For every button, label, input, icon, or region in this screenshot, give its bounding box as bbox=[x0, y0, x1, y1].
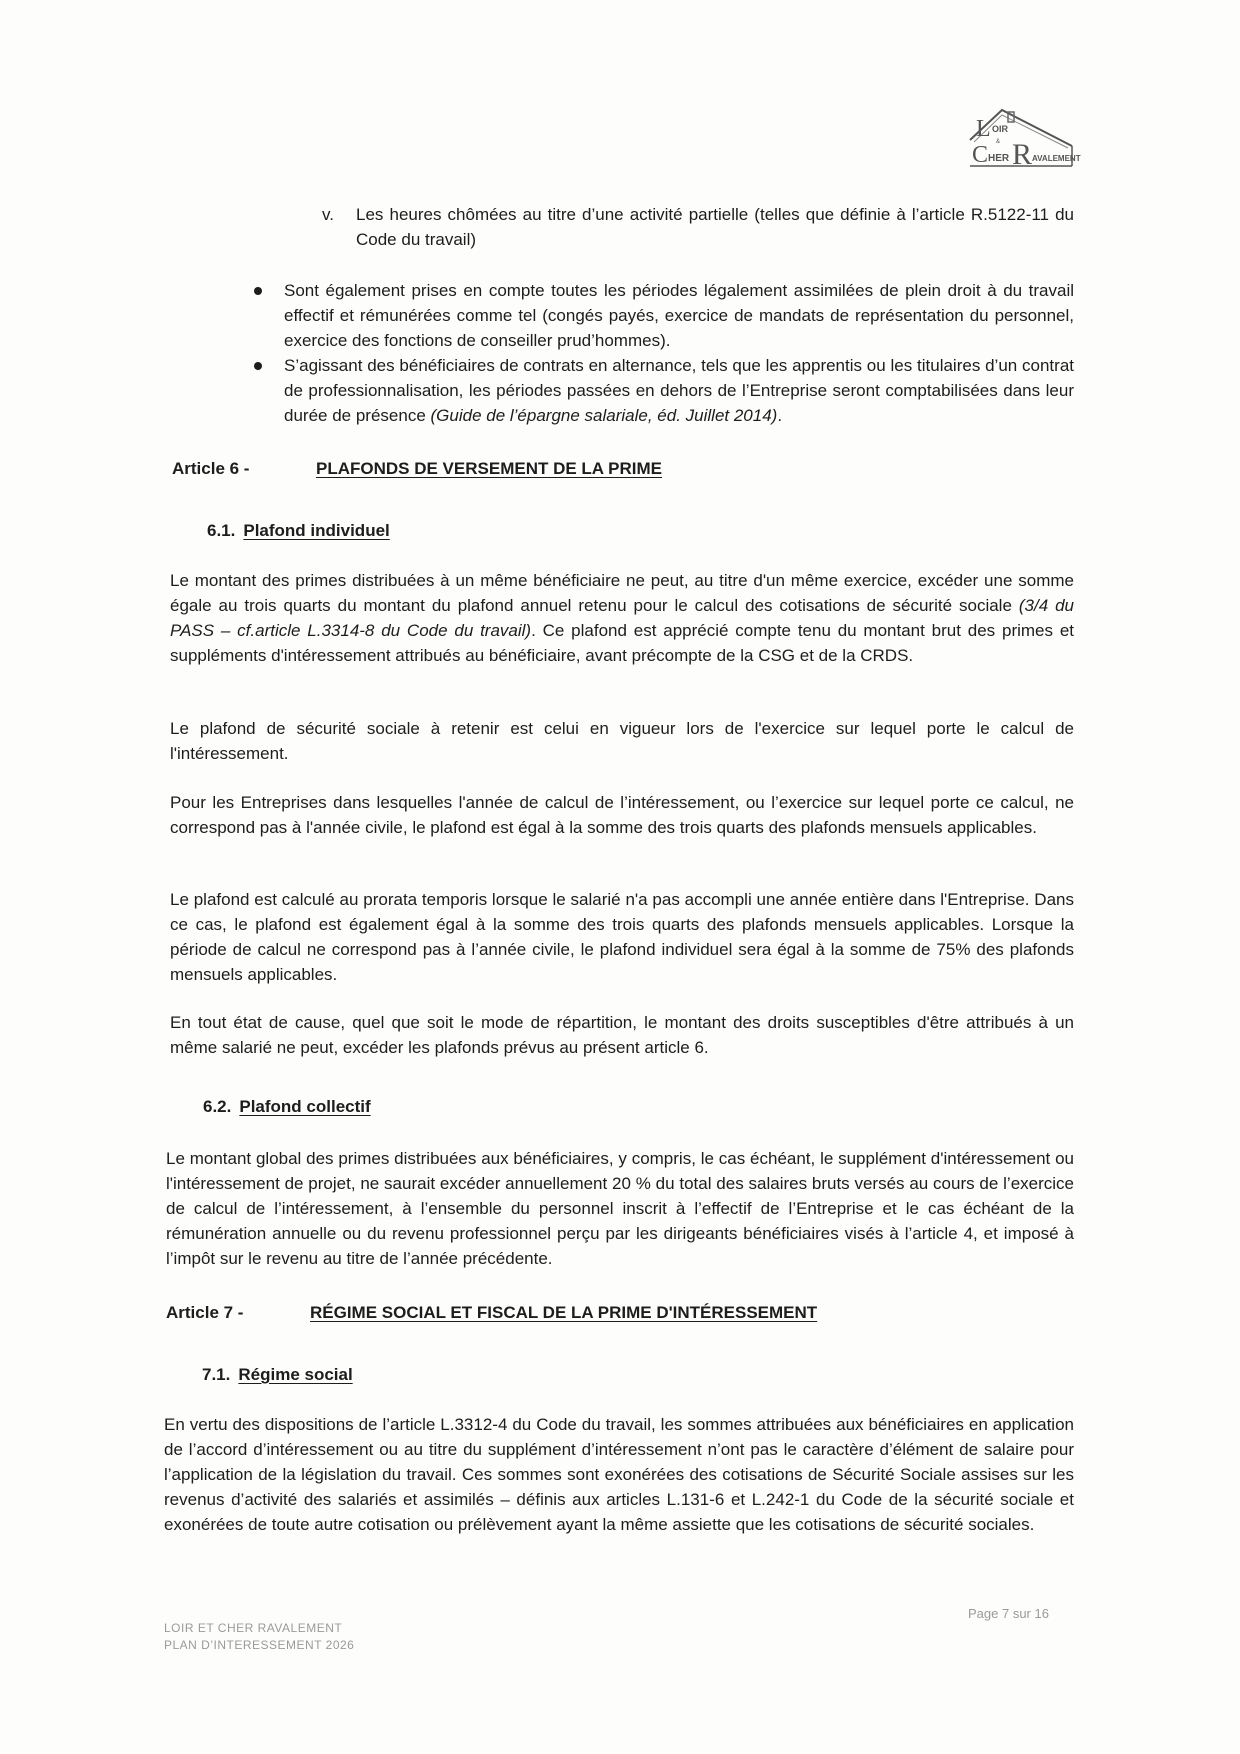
footer-company-block bbox=[164, 1620, 354, 1654]
footer-plan: PLAN D’INTERESSEMENT 2026 bbox=[164, 1638, 355, 1652]
svg-text:C: C bbox=[972, 142, 989, 168]
paragraph: Pour les Entreprises dans lesquelles l'année de calcul de l’intéressement, ou l’exercice sur lequel porte ce calcul, ne correspond pas à l'année civile, le plafond est égal à la somme des trois quarts des plafonds mensuels applicables. bbox=[170, 793, 1074, 837]
bullet-item: S’agissant des bénéficiaires de contrats en alternance, tels que les apprentis ou les titulaires d’un contrat de professionnalisation, les périodes passées en dehors de l’Entreprise seront comptabilisées dans leur durée de présence (Guide de l’épargne salariale, éd. Juillet 2014). bbox=[248, 353, 1074, 428]
bullet-icon bbox=[254, 287, 262, 295]
section-number: 7.1. bbox=[202, 1365, 231, 1384]
bullet-item: Sont également prises en compte toutes les périodes légalement assimilées de plein droit à du travail effectif et rémunérées comme tel (congés payés, exercice de mandats de représentation du personnel, exercice des fonctions de conseiller prud’hommes). bbox=[248, 278, 1074, 353]
bullet-icon bbox=[254, 362, 262, 370]
svg-text:OIR: OIR bbox=[992, 124, 1009, 134]
svg-text:&: & bbox=[996, 139, 1001, 145]
article-title: RÉGIME SOCIAL ET FISCAL DE LA PRIME D'INTÉRESSEMENT bbox=[310, 1303, 818, 1322]
bullet-list bbox=[248, 278, 1074, 428]
paragraph: En tout état de cause, quel que soit le mode de répartition, le montant des droits susceptibles d'être attribués à un même salarié ne peut, excéder les plafonds prévus au présent article 6. bbox=[170, 1013, 1074, 1057]
section-title: Régime social bbox=[238, 1365, 353, 1384]
section-number: 6.1. bbox=[207, 521, 236, 540]
article-title: PLAFONDS DE VERSEMENT DE LA PRIME bbox=[316, 459, 663, 478]
section-7-1-heading bbox=[202, 1362, 353, 1387]
footer-company: LOIR ET CHER RAVALEMENT bbox=[164, 1621, 343, 1635]
company-logo bbox=[962, 106, 1081, 172]
svg-text:HER: HER bbox=[988, 153, 1010, 164]
paragraph: Le plafond de sécurité sociale à retenir est celui en vigueur lors de l'exercice sur lequel porte le calcul de l'intéressement. bbox=[170, 719, 1074, 763]
paragraph: Le montant global des primes distribuées aux bénéficiaires, y compris, le cas échéant, le supplément d'intéressement ou l'intéressement de projet, ne saurait excéder annuellement 20 % du total des salaires bruts versés au cours de l’exercice de calcul de l’intéressement, à l’ensemble du personnel inscrit à l’effectif de l’Entreprise et le cas échéant de la rémunération annuelle ou du revenu professionnel perçu par les dirigeants bénéficiaires visés à l’article 4, et imposé à l’impôt sur le revenu au titre de l’année précédente. bbox=[166, 1149, 1074, 1268]
svg-text:AVALEMENT: AVALEMENT bbox=[1032, 154, 1081, 163]
svg-text:L: L bbox=[976, 116, 991, 142]
section-title: Plafond individuel bbox=[243, 521, 390, 540]
paragraph: Le plafond est calculé au prorata temporis lorsque le salarié n'a pas accompli une année entière dans l'Entreprise. Dans ce cas, le plafond est également égal à la somme des trois quarts des plafonds mensuels applicables. Lorsque la période de calcul ne correspond pas à l’année civile, le plafond individuel sera égal à la somme de 75% des plafonds mensuels applicables. bbox=[170, 890, 1074, 984]
article-number: Article 7 - bbox=[166, 1303, 244, 1322]
article-number: Article 6 - bbox=[172, 459, 250, 478]
list-item-v bbox=[322, 202, 1074, 252]
section-title: Plafond collectif bbox=[239, 1097, 371, 1116]
svg-text:R: R bbox=[1012, 138, 1033, 171]
section-number: 6.2. bbox=[203, 1097, 232, 1116]
paragraph: En vertu des dispositions de l’article L.3312-4 du Code du travail, les sommes attribuées aux bénéficiaires en application de l’accord d’intéressement ou au titre du supplément d’intéressement n’ont pas le caractère d’élément de salaire pour l’application de la législation du travail. Ces sommes sont exonérées des cotisations de Sécurité Sociale assises sur les revenus d’activité des salariés et assimilés – définis aux articles L.131-6 et L.242-1 du Code de la sécurité sociale et exonérées de toute autre cotisation ou prélèvement ayant la même assiette que les cotisations de sécurité sociales. bbox=[164, 1415, 1074, 1534]
list-marker: v. bbox=[322, 205, 334, 224]
section-6-2-heading bbox=[203, 1094, 371, 1119]
section-6-1-heading bbox=[207, 518, 390, 543]
list-item-text: Les heures chômées au titre d’une activité partielle (telles que définie à l’article R.5122-11 du Code du travail) bbox=[356, 205, 1074, 249]
page-number: Page 7 sur 16 bbox=[968, 1606, 1049, 1621]
paragraph: Le montant des primes distribuées à un même bénéficiaire ne peut, au titre d'un même exercice, excéder une somme égale au trois quarts du montant du plafond annuel retenu pour le calcul des cotisations de sécurité sociale (3/4 du PASS – cf.article L.3314-8 du Code du travail). Ce plafond est apprécié compte tenu du montant brut des primes et suppléments d'intéressement attribués au bénéficiaire, avant précompte de la CSG et de la CRDS. bbox=[170, 571, 1075, 665]
